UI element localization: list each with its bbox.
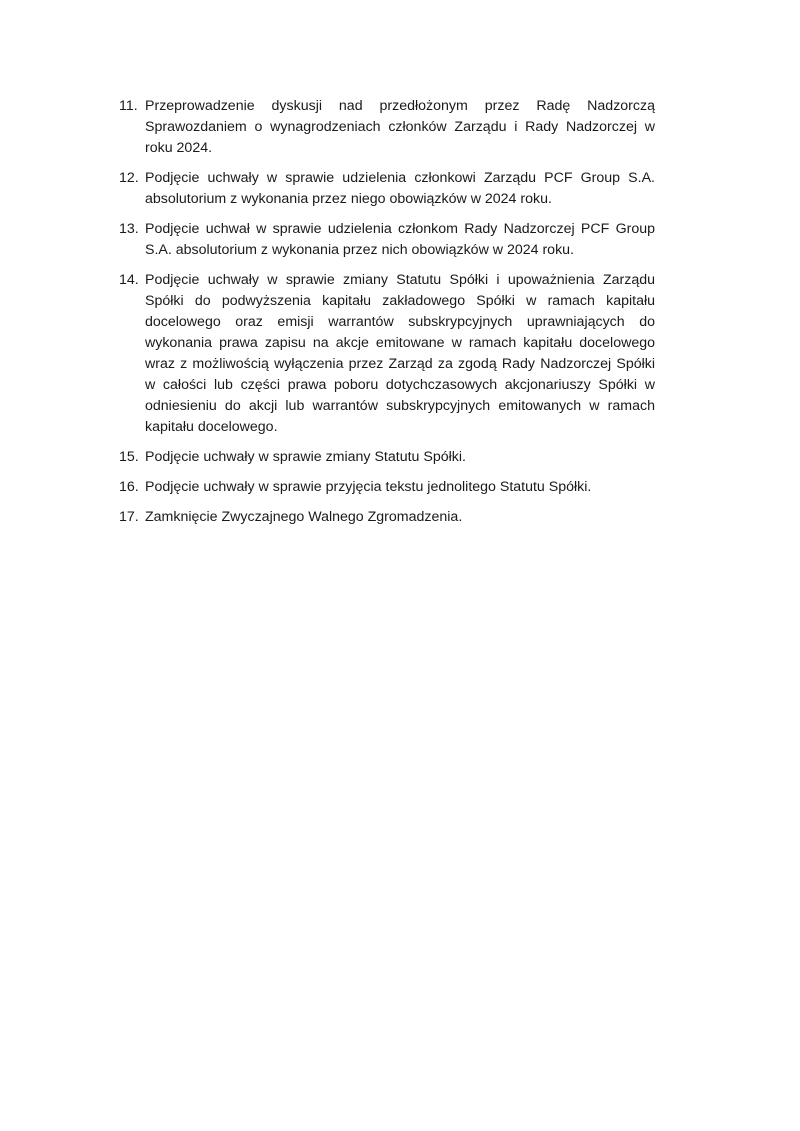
- item-text: Podjęcie uchwały w sprawie zmiany Statutu Spółki.: [145, 449, 466, 465]
- item-number: 13.: [119, 221, 139, 237]
- item-number: 11.: [119, 98, 138, 114]
- item-text: Podjęcie uchwał w sprawie udzielenia członkom Rady Nadzorczej PCF Group S.A. absolutorium z wykonania przez nich obowiązków w 2024 roku.: [145, 221, 655, 258]
- agenda-item: [119, 507, 655, 528]
- agenda-list: [119, 96, 655, 537]
- item-text: Zamknięcie Zwyczajnego Walnego Zgromadzenia.: [145, 509, 463, 525]
- agenda-item: [119, 96, 655, 159]
- item-number: 16.: [119, 479, 139, 495]
- item-text: Podjęcie uchwały w sprawie przyjęcia tekstu jednolitego Statutu Spółki.: [145, 479, 592, 495]
- item-number: 17.: [119, 509, 139, 525]
- item-number: 14.: [119, 272, 139, 288]
- item-text: Podjęcie uchwały w sprawie udzielenia członkowi Zarządu PCF Group S.A. absolutorium z wykonania przez niego obowiązków w 2024 roku.: [145, 170, 655, 207]
- item-number: 12.: [119, 170, 139, 186]
- agenda-item: [119, 447, 655, 468]
- agenda-item: [119, 219, 655, 261]
- agenda-item: [119, 168, 655, 210]
- item-text: Przeprowadzenie dyskusji nad przedłożonym przez Radę Nadzorczą Sprawozdaniem o wynagrodzeniach członków Zarządu i Rady Nadzorczej w roku 2024.: [145, 98, 655, 156]
- item-text: Podjęcie uchwały w sprawie zmiany Statutu Spółki i upoważnienia Zarządu Spółki do podwyższenia kapitału zakładowego Spółki w ramach kapitału docelowego oraz emisji warrantów subskrypcyjnych uprawniających do wykonania prawa zapisu na akcje emitowane w ramach kapitału docelowego wraz z możliwością wyłączenia przez Zarząd za zgodą Rady Nadzorczej Spółki w całości lub części prawa poboru dotychczasowych akcjonariuszy Spółki w odniesieniu do akcji lub warrantów subskrypcyjnych emitowanych w ramach kapitału docelowego.: [145, 272, 655, 435]
- agenda-item: [119, 477, 655, 498]
- agenda-item: [119, 270, 655, 438]
- item-number: 15.: [119, 449, 139, 465]
